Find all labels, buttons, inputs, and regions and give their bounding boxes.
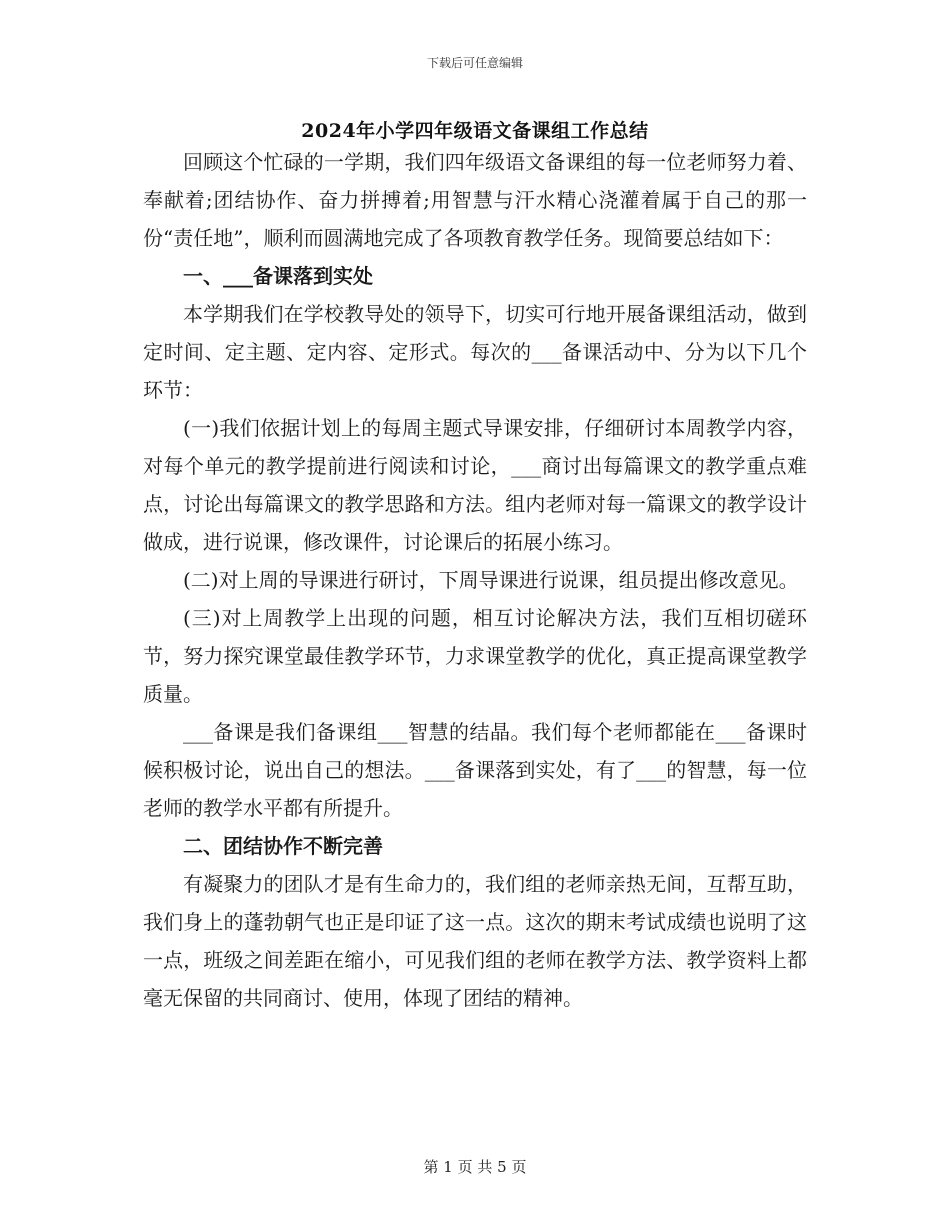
paragraph: (一)我们依据计划上的每周主题式导课安排，仔细研讨本周教学内容，对每个单元的教学提前进行阅读和讨论，___商讨出每篇课文的教学重点难点，讨论出每篇课文的教学思路和方法。组内老师对每一篇课文的教学设计做成，进行说课，修改课件，讨论课后的拓展小练习。: [143, 416, 807, 554]
paragraph: 本学期我们在学校教导处的领导下，切实可行地开展备课组活动，做到定时间、定主题、定内容、定形式。每次的___备课活动中、分为以下几个环节：: [143, 302, 807, 402]
document-body: [143, 143, 807, 1017]
paragraph: 有凝聚力的团队才是有生命力的，我们组的老师亲热无间，互帮互助，我们身上的蓬勃朝气也正是印证了这一点。这次的期末考试成绩也说明了这一点，班级之间差距在缩小，可见我们组的老师在教学方法、教学资料上都毫无保留的共同商讨、使用，体现了团结的精神。: [143, 872, 807, 1010]
page-number: 第 1 页 共 5 页: [423, 1158, 527, 1176]
paragraph: ___备课是我们备课组___智慧的结晶。我们每个老师都能在___备课时候积极讨论，说出自己的想法。___备课落到实处，有了___的智慧，每一位老师的教学水平都有所提升。: [143, 720, 807, 820]
intro-paragraph: 回顾这个忙碌的一学期，我们四年级语文备课组的每一位老师努力着、奉献着;团结协作、奋力拼搏着;用智慧与汗水精心浇灌着属于自己的那一份“责任地”，顺利而圆满地完成了各项教育教学任务。现简要总结如下：: [143, 150, 807, 250]
section-heading: 二、团结协作不断完善: [183, 834, 383, 858]
paragraph: (二)对上周的导课进行研讨，下周导课进行说课，组员提出修改意见。: [183, 568, 799, 592]
paragraph: (三)对上周教学上出现的问题，相互讨论解决方法，我们互相切磋环节，努力探究课堂最佳教学环节，力求课堂教学的优化，真正提高课堂教学质量。: [143, 606, 807, 706]
document-title: 2024年小学四年级语文备课组工作总结: [301, 120, 649, 142]
section-heading: 一、___备课落到实处: [183, 264, 373, 288]
header-note: 下载后可任意编辑: [426, 56, 523, 70]
